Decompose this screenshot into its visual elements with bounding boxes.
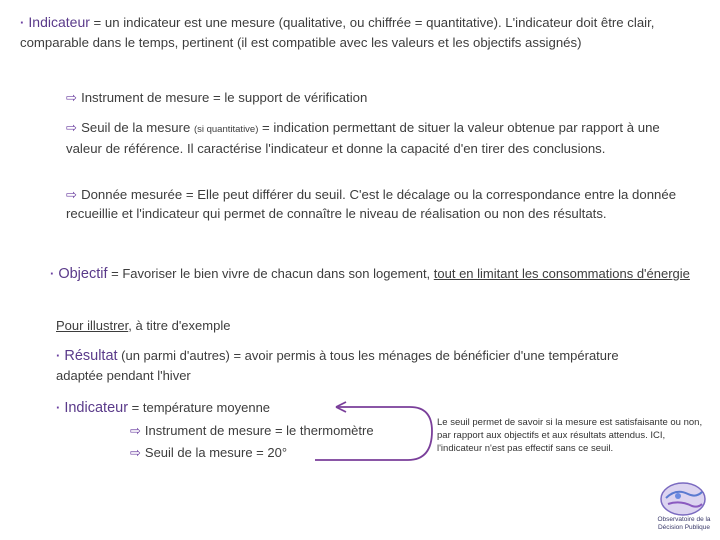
connector-arrow-icon [300,398,440,468]
resultat-text: (un parmi d'autres) = avoir permis à tous les ménages de bénéficier d'une température adaptée pendant l'hiver [56,348,619,383]
resultat-title: Résultat [64,348,118,364]
bullet: · [20,15,25,30]
exemple-seuil-text: Seuil de la mesure = 20° [144,445,288,460]
logo-text: Observatoire de la Décision Publique [657,516,711,531]
exemple-text: , à titre d'exemple [128,318,231,333]
exemple-indicateur [56,398,270,418]
exemple-indicateur-text: = température moyenne [128,400,271,415]
objectif-underlined: tout en limitant les consommations d'énergie [433,266,690,281]
objectif-title: Objectif [58,266,108,282]
exemple-indicateur-title: Indicateur [64,400,129,416]
exemple-instrument-text: Instrument de mesure = le thermomètre [144,423,374,438]
exemple-intro [56,317,230,335]
bullet: · [56,400,61,415]
arrow-right-icon: ⇨ [66,187,78,202]
objectif-text: = Favoriser le bien vivre de chacun dans son logement, [107,266,434,281]
arrow-right-icon: ⇨ [130,423,141,438]
resultat-section [56,346,636,386]
objectif-section [50,264,715,284]
arrow-right-icon: ⇨ [66,90,78,105]
instrument-definition [66,88,686,107]
seuil-qualifier: (si quantitative) [193,124,259,135]
instrument-text: Instrument de mesure = le support de vérification [81,90,368,105]
bullet: · [50,266,55,281]
indicateur-text: = un indicateur est une mesure (qualitative, ou chiffrée = quantitative). L'indicateur doit être clair, comparable dans le temps, pertinent (il est compatible avec les valeurs et les objectifs assignés) [20,15,655,50]
logo-globe-icon [652,480,714,518]
exemple-underlined: Pour illustrer [56,318,129,333]
seuil-text: = indication permettant de situer la valeur obtenue par rapport à une valeur de référence. Il caractérise l'indicateur et donne la capacité d'en tirer des conclusions. [66,120,660,156]
donnee-definition [66,185,686,223]
exemple-seuil [130,444,287,462]
seuil-definition [66,118,686,158]
indicateur-definition [20,12,710,53]
seuil-label: Seuil de la mesure [81,120,194,135]
arrow-right-icon: ⇨ [130,445,141,460]
seuil-note: Le seuil permet de savoir si la mesure est satisfaisante ou non, par rapport aux objectifs et aux résultats attendus. ICI, l'indicateur n'est pas effectif sans ce seuil. [437,417,703,454]
indicateur-title: Indicateur [28,14,90,30]
arrow-right-icon: ⇨ [66,120,78,135]
donnee-text: Donnée mesurée = Elle peut différer du seuil. C'est le décalage ou la correspondance entre la donnée recueillie et l'indicateur qui permet de connaître le niveau de réalisation ou non des résultats. [66,187,677,221]
bullet: · [56,348,61,363]
observatoire-logo [652,480,714,536]
